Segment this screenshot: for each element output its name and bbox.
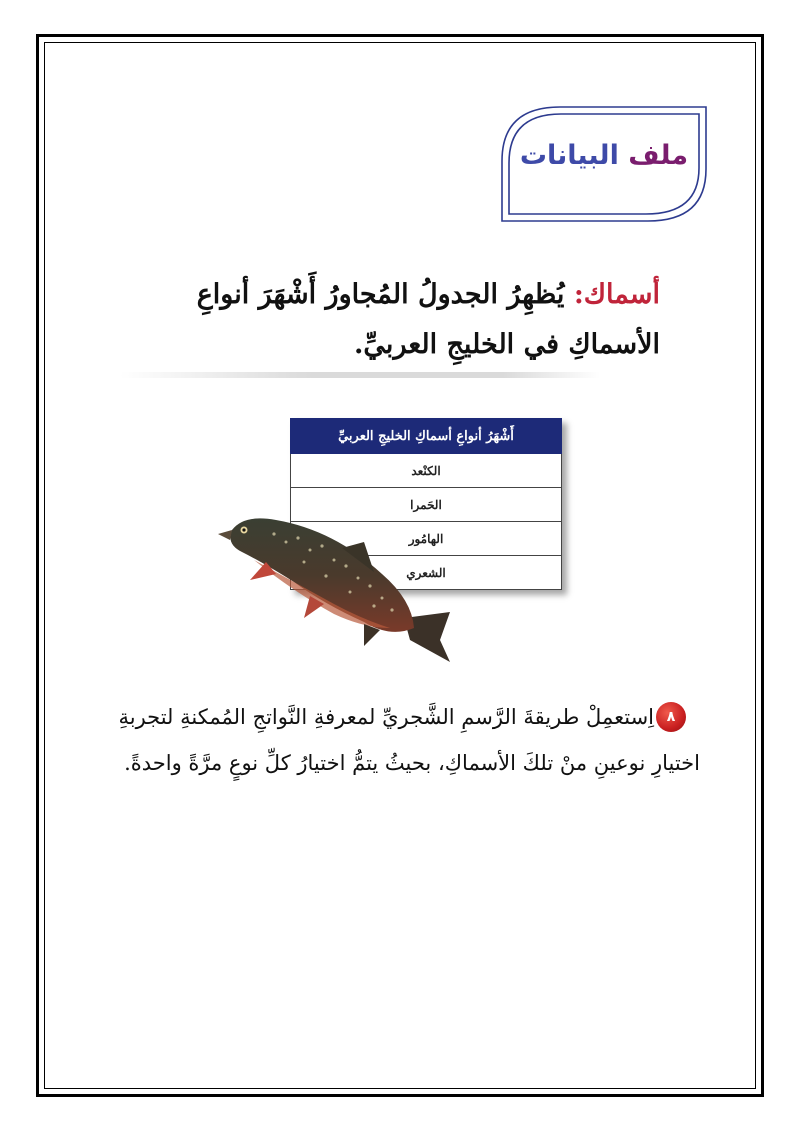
question-text (110, 694, 700, 786)
section-badge (498, 103, 710, 225)
question-body: اِستعمِلْ طريقةَ الرَّسمِ الشَّجريِّ لمعرفةِ النَّواتجِ المُمكنةِ لتجربةِ اختيارِ نوعينِ منْ تلكَ الأسماكِ، بحيثُ يتمُّ اختيارُ كلِّ نوعٍ مرَّةً واحدةً. (118, 705, 700, 775)
table-cell: الحَمرا (291, 488, 562, 522)
table-header: أَشْهَرُ أنواعِ أسماكِ الخليجِ العربيِّ (291, 419, 562, 454)
intro-paragraph (120, 270, 660, 370)
table-cell: الشعري (291, 556, 562, 590)
table-cell: الهامُور (291, 522, 562, 556)
badge-title (498, 140, 710, 171)
intro-keyword: أسماك: (573, 279, 660, 310)
fish-icon (214, 500, 464, 670)
badge-word-2: البيانات (519, 140, 619, 171)
intro-text: يُظهِرُ الجدولُ المُجاورُ أَشْهَرَ أنواعِ الأسماكِ في الخليجِ العربيِّ. (196, 279, 660, 360)
table-row (291, 454, 562, 488)
table-cell: الكنْعد (291, 454, 562, 488)
question-number-badge: ٨ (656, 702, 686, 732)
badge-word-1: ملف (628, 140, 689, 171)
fade-divider (120, 372, 600, 378)
